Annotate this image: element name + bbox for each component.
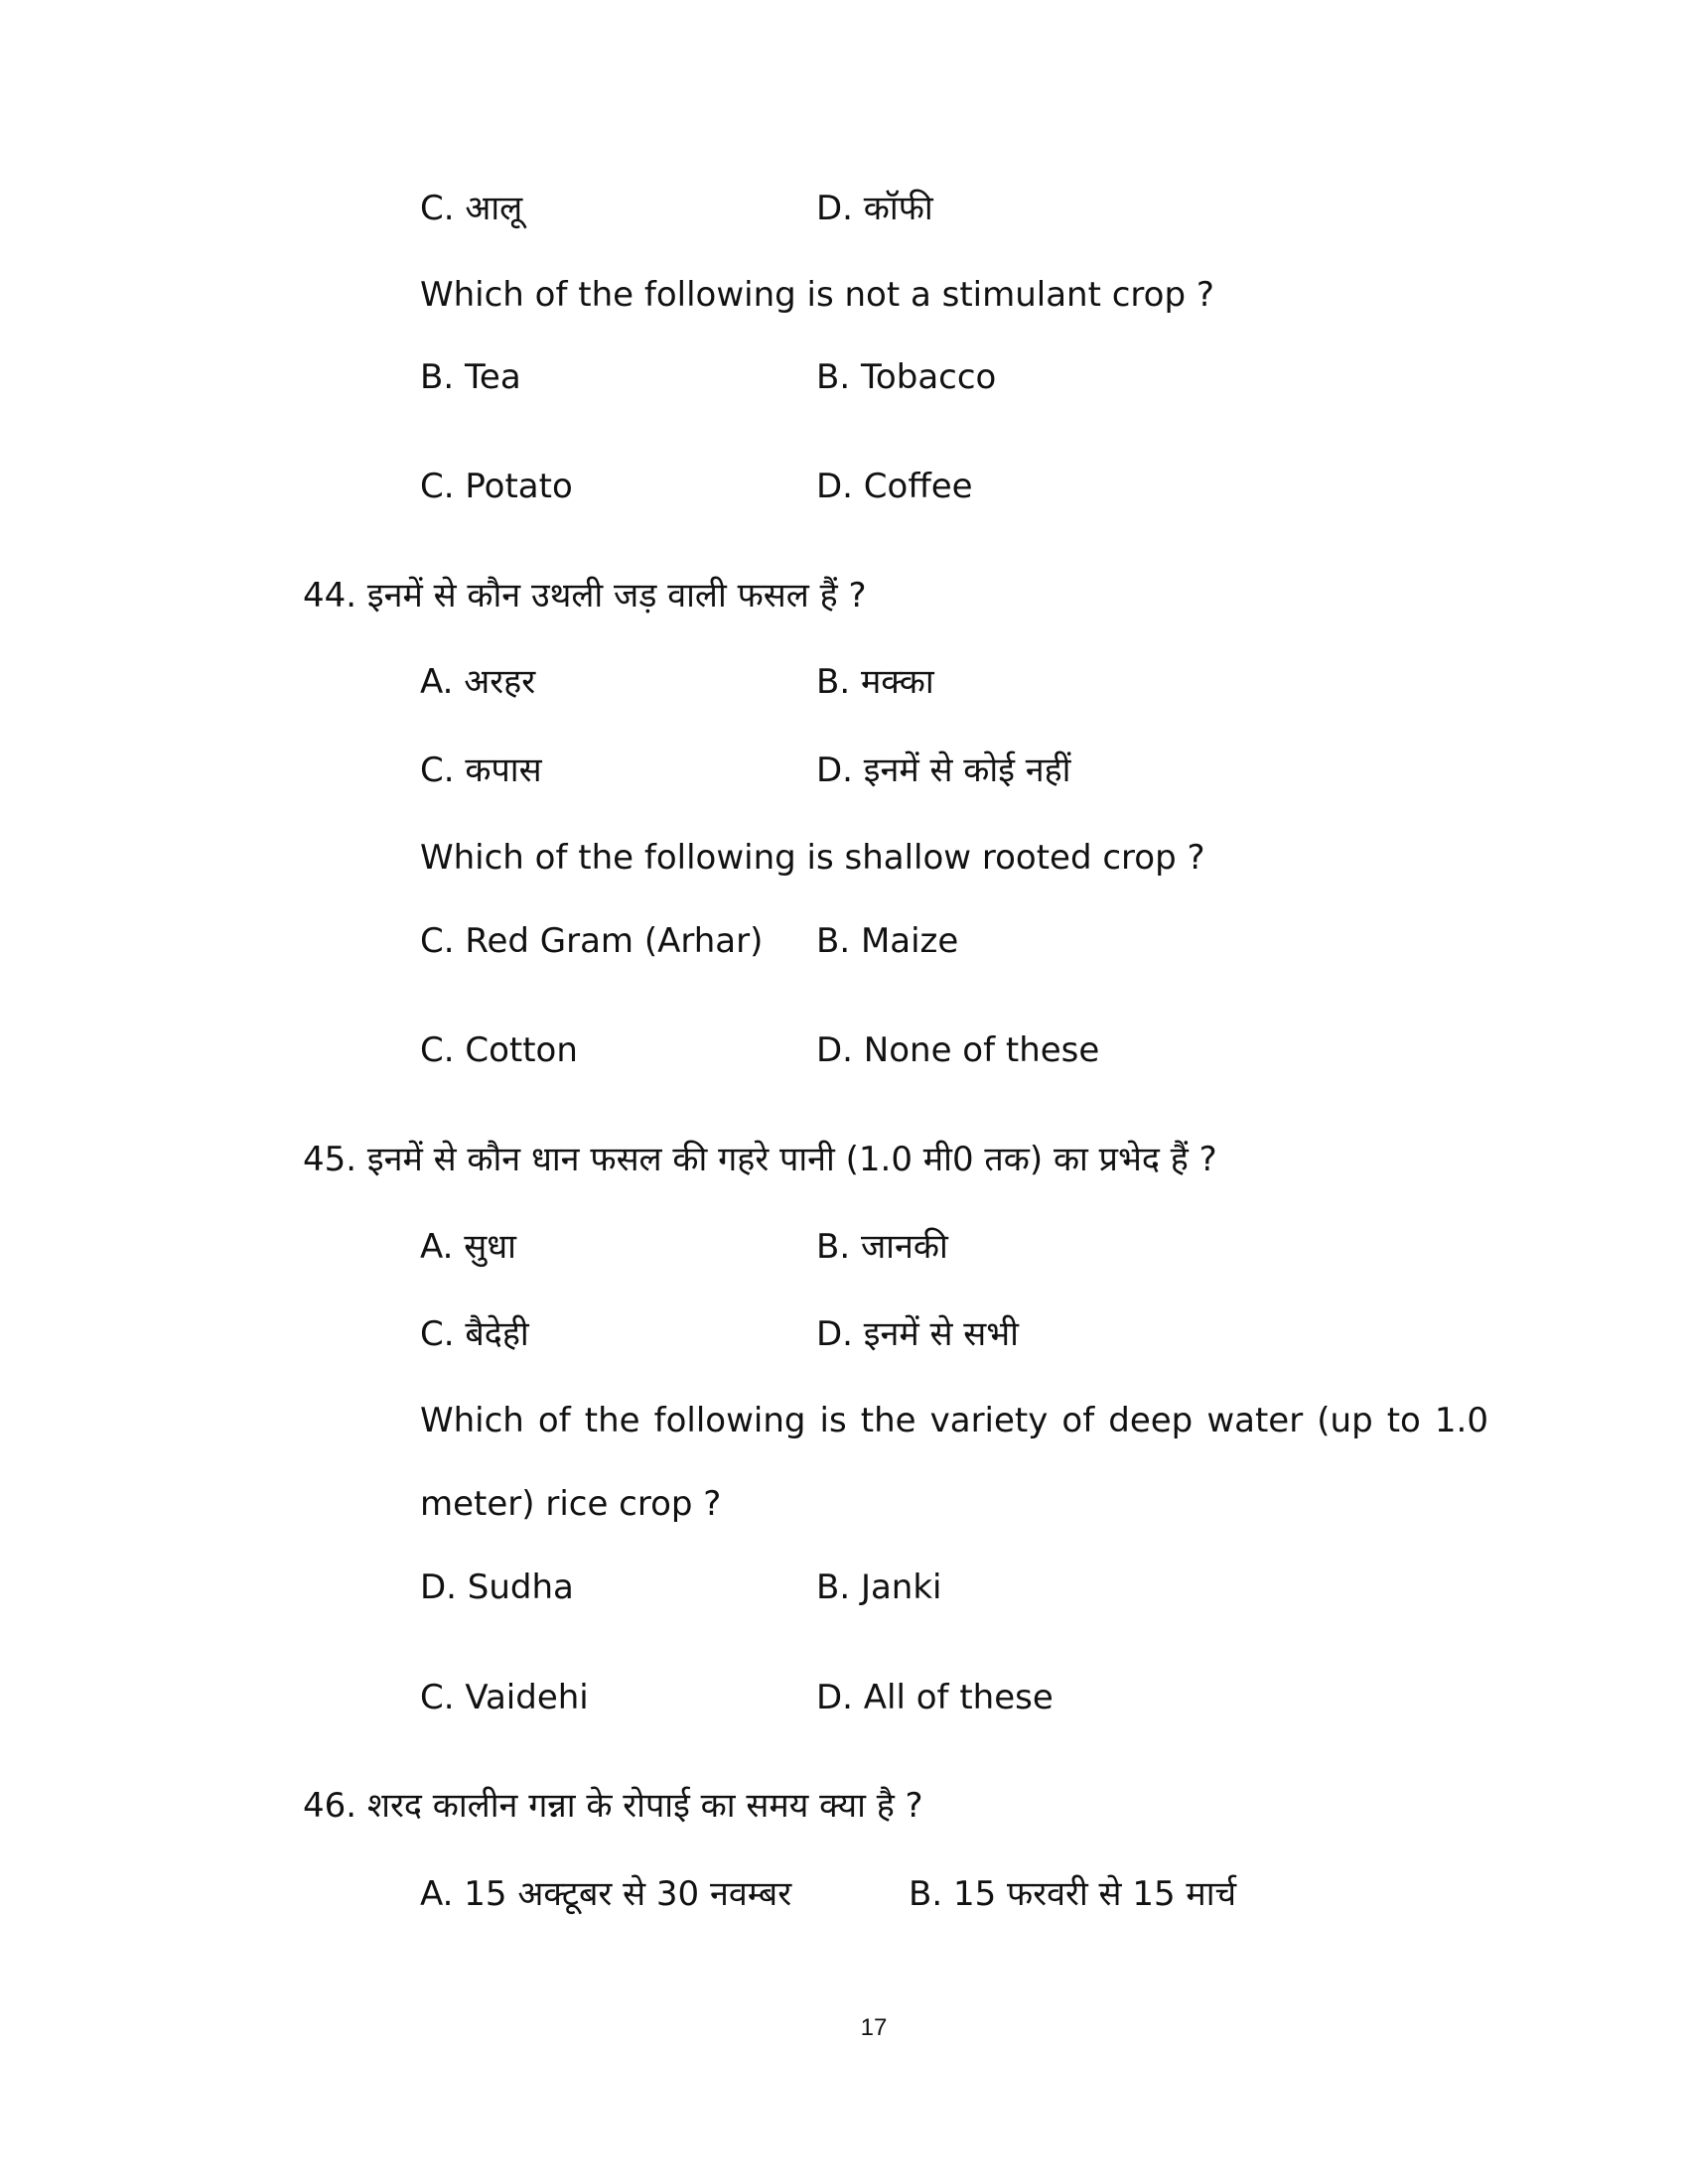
q44-hi-option-d: D. इनमें से कोई नहीं (816, 751, 1071, 790)
q45-hi-option-d: D. इनमें से सभी (816, 1314, 1019, 1354)
q44-hi-option-c: C. कपास (420, 751, 542, 790)
q46-hi-option-a: A. 15 अक्टूबर से 30 नवम्बर (420, 1874, 792, 1914)
q44-en-option-d: D. None of these (816, 1030, 1100, 1070)
page-number: 17 (860, 2014, 888, 2041)
q46-hi-question: 46. शरद कालीन गन्ना के रोपाई का समय क्या है ? (303, 1786, 923, 1826)
q45-en-option-c: C. Vaidehi (420, 1678, 589, 1717)
q44-hi-option-a: A. अरहर (420, 662, 536, 702)
q45-hi-option-c: C. बैदेही (420, 1314, 529, 1354)
q43-en-option-d: D. Coffee (816, 467, 973, 506)
q43-hi-option-c: C. आलू (420, 189, 523, 228)
q44-hi-question: 44. इनमें से कौन उथली जड़ वाली फसल हैं ? (303, 576, 867, 615)
q44-hi-option-b: B. मक्का (816, 662, 934, 702)
q45-en-option-a: D. Sudha (420, 1568, 574, 1607)
q45-en-question-line1: Which of the following is the variety of deep water (up to 1.0 (420, 1401, 1488, 1440)
q43-en-question: Which of the following is not a stimulant crop ? (420, 275, 1214, 315)
q44-en-question: Which of the following is shallow rooted crop ? (420, 838, 1205, 878)
q45-hi-question: 45. इनमें से कौन धान फसल की गहरे पानी (1.0 मी0 तक) का प्रभेद हैं ? (303, 1140, 1217, 1179)
q45-hi-option-a: A. सुधा (420, 1227, 516, 1267)
q44-en-option-c: C. Cotton (420, 1030, 578, 1070)
q43-en-option-b: B. Tobacco (816, 357, 997, 397)
q44-en-option-b: B. Maize (816, 921, 959, 961)
q46-hi-option-b: B. 15 फरवरी से 15 मार्च (909, 1874, 1237, 1914)
q43-en-option-c: C. Potato (420, 467, 573, 506)
q44-en-option-a: C. Red Gram (Arhar) (420, 921, 764, 961)
q45-en-question-line2: meter) rice crop ? (420, 1484, 722, 1524)
q43-en-option-a: B. Tea (420, 357, 521, 397)
q45-en-option-d: D. All of these (816, 1678, 1054, 1717)
q45-en-option-b: B. Janki (816, 1568, 942, 1607)
q45-hi-option-b: B. जानकी (816, 1227, 948, 1267)
q43-hi-option-d: D. कॉफी (816, 189, 933, 228)
